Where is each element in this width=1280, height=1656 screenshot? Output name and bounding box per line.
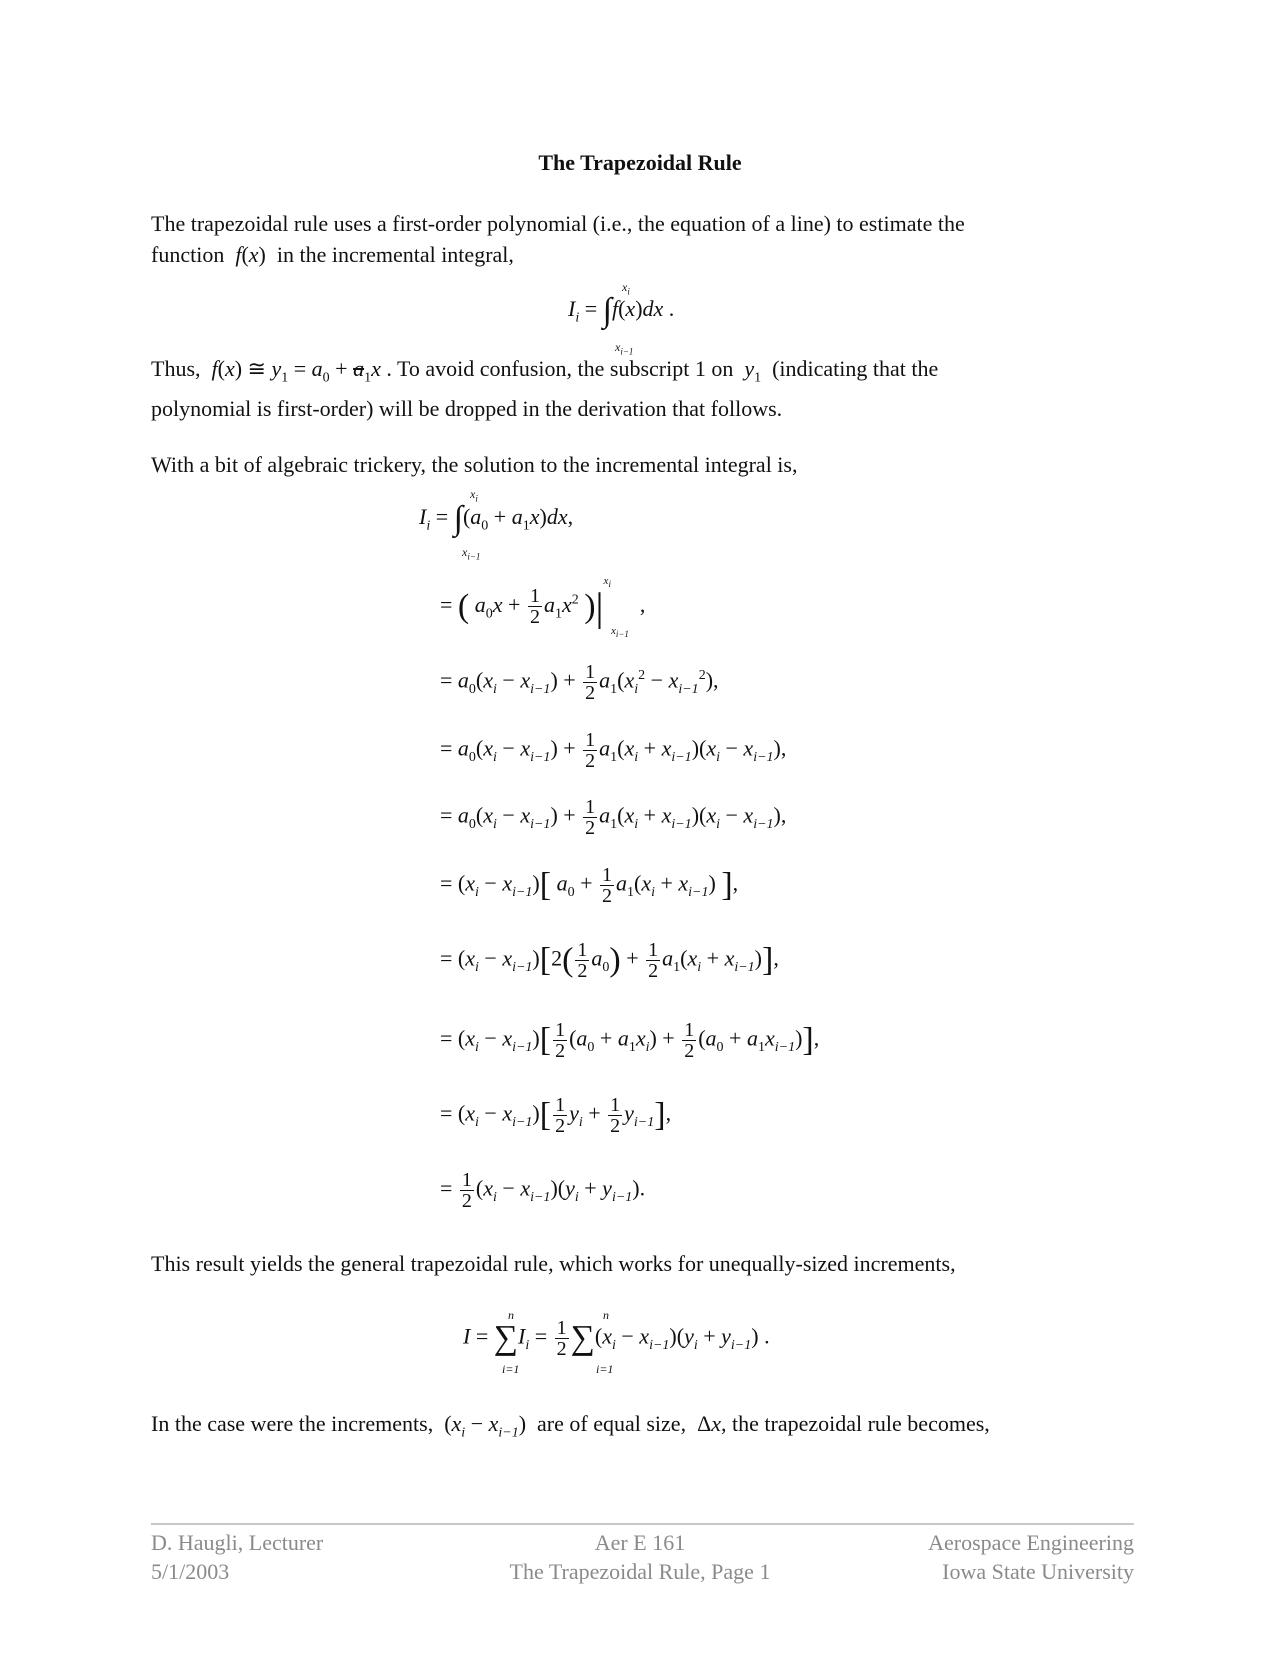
derivation-step-9: = $(x_i - x_{i-1})$[ $\frac{1}{2}$ $y_i$ + $\frac{1}{2}$ $y_{i-1}$], [440, 1094, 672, 1137]
equal-text-2: are of equal size, [537, 1411, 687, 1436]
equation-incremental-integral: $I_i = \int f(x)dx$ . [568, 292, 675, 329]
footer-date: 5/1/2003 [151, 1559, 230, 1584]
derivation-step-1: $I_i = \int(a_0 + a_1x)dx$, [419, 500, 574, 537]
thus-text-3: polynomial is first-order) will be dropped in the derivation that follows. [151, 396, 783, 422]
intro-line-2a: function [151, 242, 225, 267]
thus-text-1: . To avoid confusion, the subscript 1 on [386, 356, 734, 381]
derivation-step-8: = $(x_i - x_{i-1})$[ $\frac{1}{2}$ $(a_0 + a_1x_i)$ + $\frac{1}{2}$ $(a_0 + a_1x_{i-1})$], [440, 1019, 820, 1062]
integral-lower-limit: $x_{i-1}$ [615, 340, 634, 357]
sum2-lower-limit: i=1 [596, 1362, 614, 1376]
sum1-upper-limit: n [508, 1308, 514, 1322]
footer-author: D. Haugli, Lecturer [151, 1530, 324, 1555]
integral-upper-limit: $x_i$ [622, 280, 630, 297]
footer-center [440, 1528, 840, 1586]
footer-page: The Trapezoidal Rule, Page 1 [509, 1559, 771, 1584]
thus-word: Thus, [151, 356, 201, 381]
footer-department: Aerospace Engineering [928, 1530, 1134, 1555]
sum2-upper-limit: n [603, 1308, 609, 1322]
footer-university: Iowa State University [942, 1559, 1134, 1584]
inline-math-approx: f [206, 356, 218, 381]
step1-upper-limit: $x_i$ [470, 487, 478, 504]
intro-line-2b: in the incremental integral, [276, 242, 514, 267]
footer-course: Aer E 161 [594, 1530, 686, 1555]
derivation-step-2: = ( $a_0x$ + $\frac{1}{2}$ $a_1x^2$ )$|^{x_i}_{x_{i-1}}$ , [440, 575, 646, 640]
paragraph-thus: Thus, f(x) ≅ $y_1 = a_0 + a_1x$ . To avoid confusion, the subscript 1 on $y_1$ (indicating that the polynomial is first-order) will be dropped in the derivation that follows. [151, 356, 939, 422]
intro-line-1: The trapezoidal rule uses a first-order polynomial (i.e., the equation of a line) to estimate the [151, 211, 965, 236]
sum1-lower-limit: i=1 [502, 1362, 520, 1376]
footer-divider [151, 1523, 1134, 1525]
derivation-step-4: = $a_0(x_i - x_{i-1})$ + $\frac{1}{2}$ $a_1(x_i + x_{i-1})(x_i - x_{i-1})$, [440, 729, 787, 772]
footer-left [151, 1528, 323, 1586]
equation-general-trapezoidal-rule: $I = \sum I_i$ = $\frac{1}{2}$ $\sum(x_i - x_{i-1})(y_i + y_{i-1})$ . [463, 1317, 770, 1360]
equal-text-1: In the case were the increments, [151, 1411, 434, 1436]
page-title: The Trapezoidal Rule [538, 150, 742, 175]
paragraph-general-rule: This result yields the general trapezoidal rule, which works for unequally-sized increments, [151, 1251, 956, 1276]
paragraph-intro: The trapezoidal rule uses a first-order polynomial (i.e., the equation of a line) to estimate the function f(x) in the incremental integral, [151, 211, 965, 267]
derivation-step-7: = $(x_i - x_{i-1})[2$( $\frac{1}{2}$ $a_0$) + $\frac{1}{2}$ $a_1(x_i + x_{i-1})$], [440, 939, 779, 982]
derivation-step-5: = $a_0(x_i - x_{i-1})$ + $\frac{1}{2}$ $a_1(x_i + x_{i-1})(x_i - x_{i-1})$, [440, 796, 787, 839]
equal-text-3: , the trapezoidal rule becomes, [721, 1411, 990, 1436]
footer-right [834, 1528, 1134, 1586]
thus-text-2: (indicating that the [772, 356, 939, 381]
derivation-step-3: = $a_0(x_i - x_{i-1})$ + $\frac{1}{2}$ $a_1(x_i^2 - x_{i-1}^2)$, [440, 661, 719, 704]
derivation-step-6: = $(x_i - x_{i-1})$[ $a_0$ + $\frac{1}{2}$ $a_1(x_i + x_{i-1})$ ], [440, 864, 739, 907]
step1-lower-limit: $x_{i-1}$ [462, 545, 481, 562]
paragraph-trickery: With a bit of algebraic trickery, the solution to the incremental integral is, [151, 452, 798, 477]
inline-math-fx: f [229, 242, 242, 267]
paragraph-equal-increments: In the case were the increments, $(x_i - x_{i-1})$ are of equal size, Δx, the trapezoidal rule becomes, [151, 1411, 990, 1441]
derivation-step-10: = $\frac{1}{2}$ $(x_i - x_{i-1})(y_i + y_{i-1})$. [440, 1169, 646, 1212]
